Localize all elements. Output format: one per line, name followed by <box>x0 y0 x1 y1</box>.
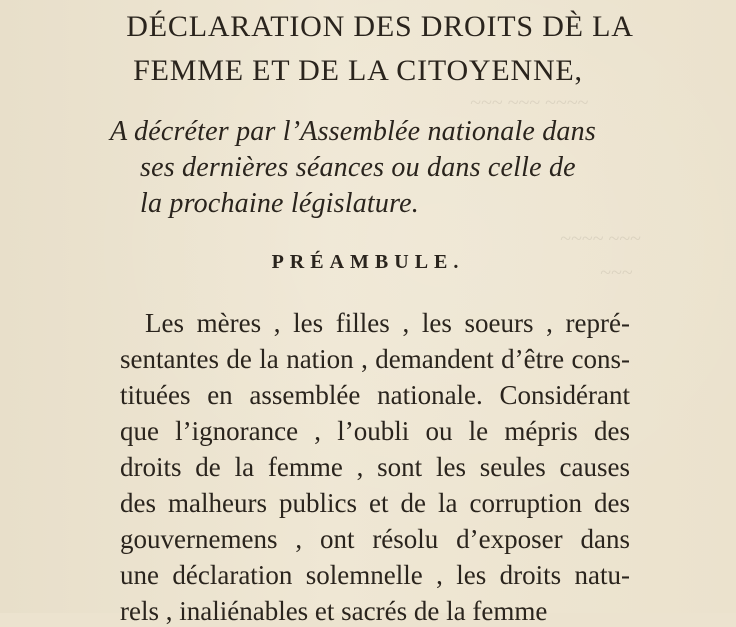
subtitle-line-1: A décréter par l’Assemblée nationale dans <box>110 116 596 147</box>
body-text-line: droits de la femme , sont les seules causes <box>120 452 630 482</box>
body-text-line: gouvernemens , ont résolu d’exposer dans <box>120 524 630 554</box>
body-text-line: que l’ignorance , l’oubli ou le mépris des <box>120 416 630 446</box>
bleed-through-mark: ~~~ ~~~ ~~~~ <box>470 92 589 114</box>
body-text-line: des malheurs publics et de la corruption des <box>120 488 630 518</box>
body-text-line: rels , inaliénables et sacrés de la femme <box>120 596 548 626</box>
document-title-line-1: DÉCLARATION DES DROITS DÈ LA <box>126 10 634 43</box>
body-text-line: Les mères , les filles , les soeurs , repré- <box>145 308 630 338</box>
document-title-line-2: FEMME ET DE LA CITOYENNE, <box>133 54 583 87</box>
body-text-line: tituées en assemblée nationale. Considérant <box>120 380 630 410</box>
bleed-through-mark: ~~~ <box>600 262 633 284</box>
subtitle-line-3: la prochaine législature. <box>140 188 419 219</box>
bleed-through-mark: ~~~~ ~~~ <box>560 228 641 250</box>
body-text-line: une déclaration solemnelle , les droits natu- <box>120 560 630 590</box>
body-text-line: sentantes de la nation , demandent d’être cons- <box>120 344 630 374</box>
section-heading: PRÉAMBULE. <box>271 251 465 273</box>
subtitle-line-2: ses dernières séances ou dans celle de <box>140 152 576 183</box>
